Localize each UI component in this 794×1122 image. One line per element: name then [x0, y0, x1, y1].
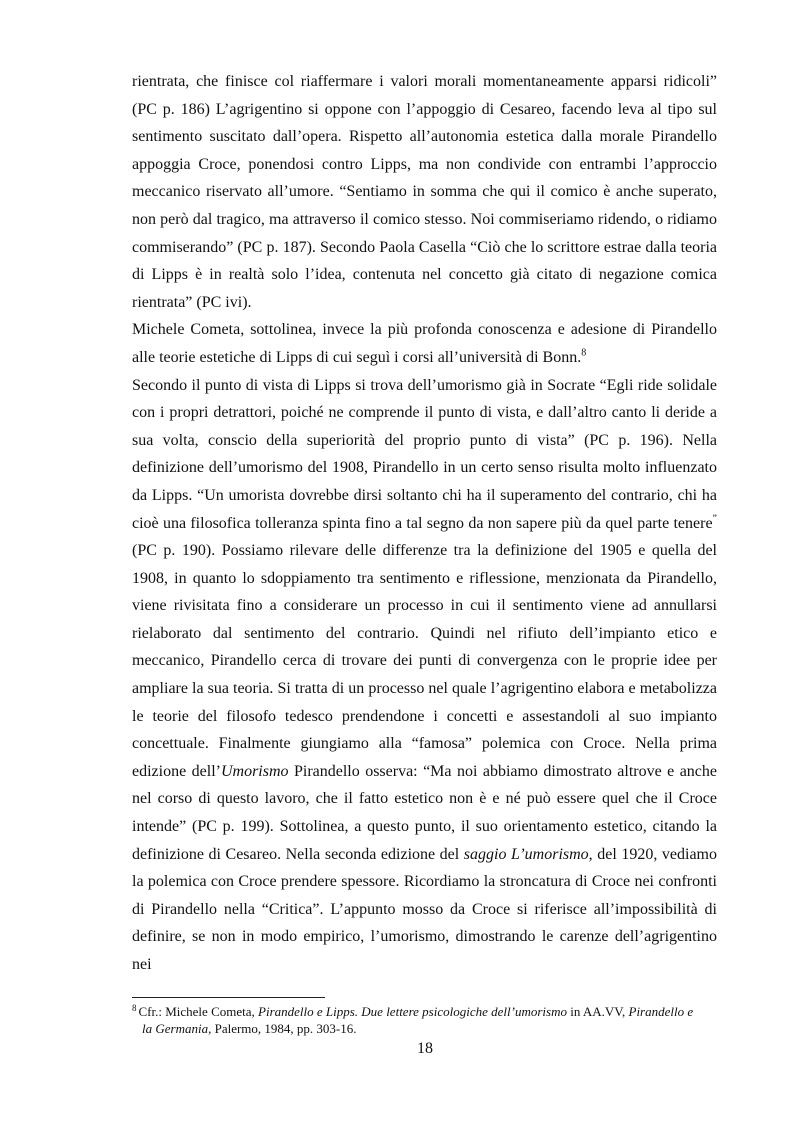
footnote-continuation [132, 1021, 722, 1038]
paragraph-3-text-d: , del 1920, vediamo la polemica con Croce prendere spessore. Ricordiamo la stroncatura di Croce nei confronti di Pirandello nella “Critica”. L’appunto mosso da Croce si riferisce all’impossibilità di definire, se non in modo empirico, l’umorismo, dimostrando le carenze dell’agrigentino nei [132, 845, 717, 973]
paragraph-3-text-c: Pirandello osserva: “Ma noi abbiamo dimostrato altrove e anche nel corso di questo lavoro, che il fatto estetico non è e né può essere quel che il Croce intende” (PC p. 199). Sottolinea, a questo punto, il suo orientamento estetico, citando la definizione di Cesareo. Nella seconda edizione del [132, 762, 717, 863]
italic-title-umorismo: Umorismo [220, 762, 289, 780]
paragraph-3 [132, 372, 717, 979]
paragraph-3-text-a: Secondo il punto di vista di Lipps si trova dell’umorismo già in Socrate “Egli ride solidale con i propri detrattori, poiché ne comprende il punto di vista, e dall’altro canto li deride a sua volta, conscio della superiorità del proprio punto di vista” (PC p. 196). Nella definizione dell’umorismo del 1908, Pirandello in un certo senso risulta molto influenzato da Lipps. “Un umorista dovrebbe dirsi soltanto chi ha il superamento del contrario, chi ha cioè una filosofica tolleranza spinta fino a tal segno da non sapere più da quel parte tenere [132, 376, 717, 532]
closing-quote-mark: ” [712, 513, 717, 525]
footnote-suffix: , Palermo, 1984, pp. 303-16. [208, 1020, 357, 1036]
footnote-prefix: Cfr.: Michele Cometa, [138, 1004, 259, 1019]
italic-title-saggio: saggio L’umorismo [463, 845, 589, 863]
paragraph-2 [132, 316, 717, 371]
footnote-8 [132, 1004, 722, 1037]
paragraph-1: rientrata, che finisce col riaffermare i valori morali momentaneamente apparsi ridicoli” (PC p. 186) L’agrigentino si oppone con l’appoggio di Cesareo, facendo leva al tipo sul sentimento suscitato dall’opera. Rispetto all’autonomia estetica dalla morale Pirandello appoggia Croce, ponendosi contro Lipps, ma non condivide con entrambi l’approccio meccanico riservato all’umore. “Sentiamo in somma che qui il comico è anche superato, non però dal tragico, ma attraverso il comico stesso. Noi commiseriamo ridendo, o ridiamo commiserando” (PC p. 187). Secondo Paola Casella “Ciò che lo scrittore estrae dalla teoria di Lipps è in realtà solo l’idea, contenuta nel concetto già citato di negazione comica rientrata” (PC ivi). [132, 73, 717, 311]
footnote-separator [132, 997, 325, 998]
paragraph-3-text-b: (PC p. 190). Possiamo rilevare delle differenze tra la definizione del 1905 e quella del 1908, in quanto lo sdoppiamento tra sentimento e riflessione, menzionata da Pirandello, viene rivisitata fino a considerare un processo in cui il sentimento viene ad annullarsi rielaborato dal sentimento del contrario. Quindi nel rifiuto dell’impianto etico e meccanico, Pirandello cerca di trovare dei punti di convergenza con le proprie idee per ampliare la sua teoria. Si tratta di un processo nel quale l’agrigentino elabora e metabolizza le teorie del filosofo tedesco prendendone i concetti e assestandoli al suo impianto concettuale. Finalmente giungiamo alla “famosa” polemica con Croce. Nella prima edizione dell’ [132, 542, 717, 780]
page-number: 18 [417, 1040, 433, 1057]
footnote-title-2-cont: la Germania [142, 1020, 209, 1036]
paragraph-2-text: Michele Cometa, sottolinea, invece la più profonda conoscenza e adesione di Pirandello alle teorie estetiche di Lipps di cui seguì i corsi all’università di Bonn. [132, 321, 717, 366]
footnote-middle: in AA.VV, [566, 1004, 629, 1019]
footnote-title-2: Pirandello e [628, 1004, 694, 1019]
footnote-number: 8 [132, 1002, 137, 1013]
footnote-reference[interactable]: 8 [581, 347, 587, 359]
body-text [132, 68, 717, 979]
footnote-title-1: Pirandello e Lipps. Due lettere psicologiche dell’umorismo [258, 1004, 567, 1019]
